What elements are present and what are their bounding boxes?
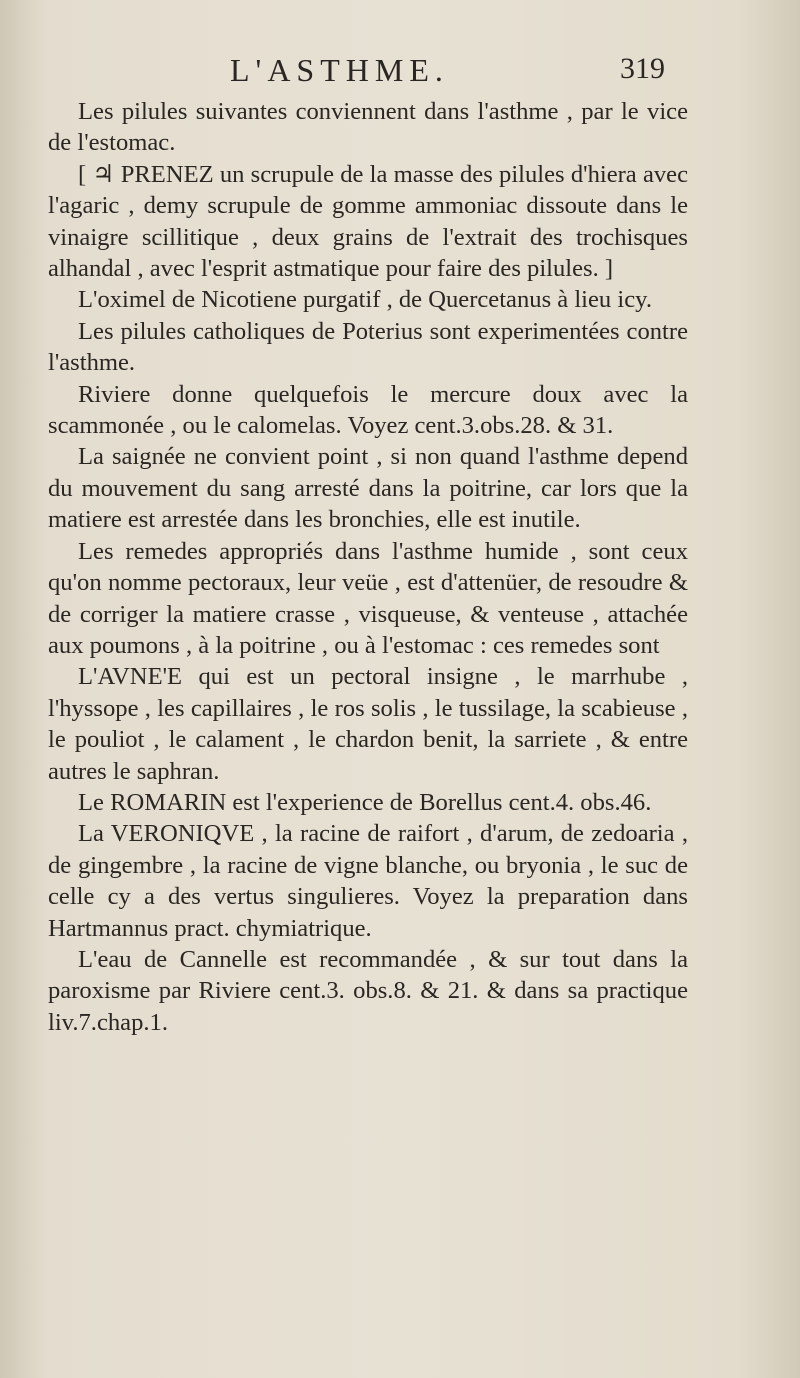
paragraph: [ ♃ PRENEZ un scrupule de la masse des pilules d'hiera avec l'agaric , demy scrupule de gomme ammoniac dissoute dans le vinaigre scillitique , deux grains de l'extrait des trochisques alhandal , avec l'esprit astmatique pour faire des pilules. ] bbox=[48, 160, 688, 283]
page-number: 319 bbox=[620, 52, 665, 85]
paragraph: La VERONIQVE , la racine de raifort , d'arum, de zedoaria , de gingembre , la racine de vigne blanche, ou bryonia , le suc de celle cy a des vertus singulieres. Voyez la preparation dans Hartmannus pract. chymiatrique. bbox=[48, 820, 688, 942]
paragraph: Les pilules suivantes conviennent dans l'asthme , par le vice de l'estomac. bbox=[48, 98, 688, 157]
body-text bbox=[48, 96, 688, 1038]
paragraph: Le ROMARIN est l'experience de Borellus cent.4. obs.46. bbox=[78, 788, 652, 816]
paragraph: L'AVNE'E qui est un pectoral insigne , le marrhube , l'hyssope , les capillaires , le ros solis , le tussilage, la scabieuse , le pouliot , le calament , le chardon benit, la sarriete , & entre autres le saphran. bbox=[48, 663, 688, 785]
running-title: L'ASTHME. bbox=[230, 52, 449, 88]
paragraph: Les pilules catholiques de Poterius sont experimentées contre l'asthme. bbox=[48, 317, 688, 377]
paragraph: L'oximel de Nicotiene purgatif , de Quercetanus à lieu icy. bbox=[78, 286, 652, 314]
paragraph: Riviere donne quelquefois le mercure doux avec la scammonée , ou le calomelas. Voyez cent.3.obs.28. & 31. bbox=[48, 380, 688, 440]
page-header bbox=[0, 44, 800, 94]
paragraph: La saignée ne convient point , si non quand l'asthme depend du mouvement du sang arresté dans la poitrine, car lors que la matiere est arrestée dans les bronchies, elle est inutile. bbox=[48, 443, 688, 534]
paragraph: Les remedes appropriés dans l'asthme humide , sont ceux qu'on nomme pectoraux, leur veüe , est d'attenüer, de resoudre & de corriger la matiere crasse , visqueuse, & venteuse , attachée aux poumons , à la poitrine , ou à l'estomac : ces remedes sont bbox=[48, 537, 688, 659]
paragraph: L'eau de Cannelle est recommandée , & sur tout dans la paroxisme par Riviere cent.3. obs.8. & 21. & dans sa practique liv.7.chap.1. bbox=[48, 945, 688, 1036]
